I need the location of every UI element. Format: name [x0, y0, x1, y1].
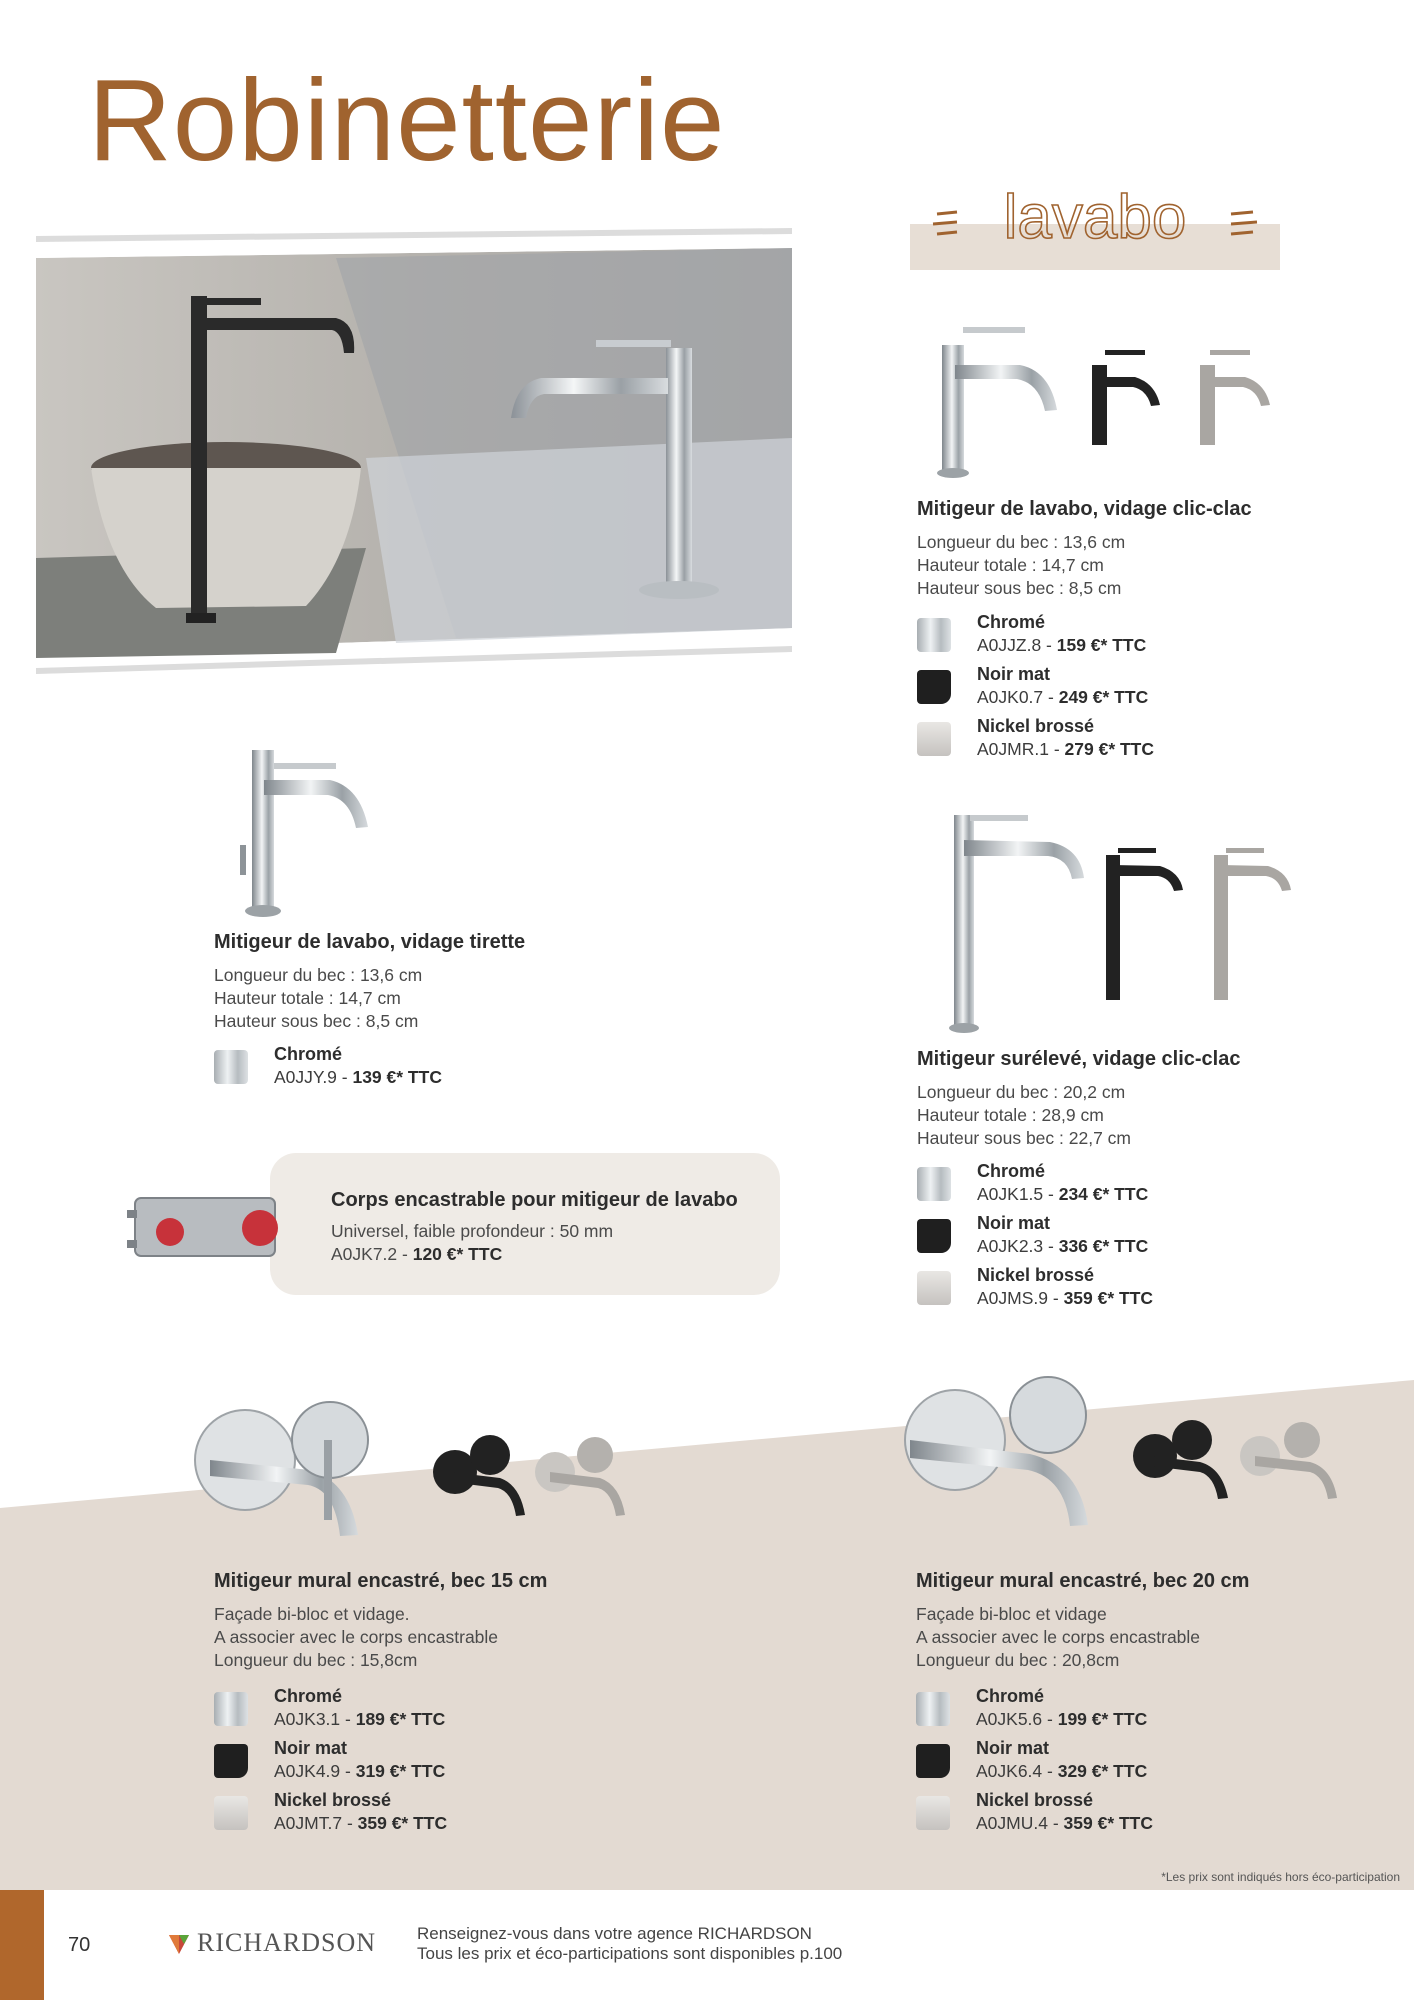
product-specs-mural-20	[916, 1603, 1200, 1672]
finish-ref: A0JJZ.8 -	[977, 635, 1057, 655]
finish-name: Chromé	[274, 1686, 343, 1706]
finish-price: 249 €* TTC	[1058, 687, 1149, 707]
finish-name: Noir mat	[274, 1738, 348, 1758]
black-swatch	[917, 670, 951, 704]
section-label-text: lavabo	[1003, 183, 1187, 252]
spec-line: Longueur du bec : 13,6 cm	[917, 532, 1126, 552]
price-note: *Les prix sont indiqués hors éco-participation	[1161, 1870, 1400, 1884]
finish-ref: A0JK7.2 -	[331, 1244, 413, 1264]
finish-ref: A0JMT.7 -	[274, 1813, 358, 1833]
product-spec-corps: Universel, faible profondeur : 50 mm	[331, 1221, 614, 1241]
finish-name: Chromé	[977, 612, 1046, 632]
black-swatch	[917, 1219, 951, 1253]
finish-ref: A0JK1.5 -	[977, 1184, 1059, 1204]
finish-price: 359 €* TTC	[357, 1813, 448, 1833]
finish-name: Noir mat	[977, 1213, 1051, 1233]
chrome-swatch	[916, 1692, 950, 1726]
nickel-swatch	[917, 1271, 951, 1305]
black-swatch	[214, 1744, 248, 1778]
finish-ref: A0JJY.9 -	[274, 1067, 353, 1087]
brand-name: RICHARDSON	[197, 1928, 377, 1957]
product-specs-tirette	[214, 964, 422, 1033]
nickel-swatch	[916, 1796, 950, 1830]
finish-name: Chromé	[274, 1044, 343, 1064]
spec-line: Hauteur sous bec : 8,5 cm	[214, 1011, 419, 1031]
footer-info	[417, 1924, 842, 1964]
finish-ref: A0JK3.1 -	[274, 1709, 356, 1729]
product-ref-corps	[331, 1243, 502, 1266]
faucet-tall-trio-image	[930, 800, 1310, 1040]
finish-price: 359 €* TTC	[1063, 1288, 1154, 1308]
finish-ref: A0JMS.9 -	[977, 1288, 1064, 1308]
chrome-swatch	[917, 618, 951, 652]
finish-name: Nickel brossé	[977, 1265, 1095, 1285]
finish-ref: A0JK0.7 -	[977, 687, 1059, 707]
section-label	[925, 180, 1265, 260]
spec-line: Hauteur sous bec : 22,7 cm	[917, 1128, 1131, 1148]
finish-ref: A0JK6.4 -	[976, 1761, 1058, 1781]
spec-line: Façade bi-bloc et vidage.	[214, 1604, 410, 1624]
page-number: 70	[68, 1934, 91, 1956]
finish-price: 359 €* TTC	[1063, 1813, 1154, 1833]
finish-ref: A0JK2.3 -	[977, 1236, 1059, 1256]
finish-name: Noir mat	[977, 664, 1051, 684]
finish-name: Nickel brossé	[976, 1790, 1094, 1810]
wall-mixer-15-image	[190, 1390, 650, 1540]
finish-ref: A0JK4.9 -	[274, 1761, 356, 1781]
spec-line: Hauteur sous bec : 8,5 cm	[917, 578, 1122, 598]
spec-line: Hauteur totale : 28,9 cm	[917, 1105, 1104, 1125]
finish-price: 189 €* TTC	[355, 1709, 446, 1729]
finish-ref: A0JMR.1 -	[977, 739, 1065, 759]
spec-line: Façade bi-bloc et vidage	[916, 1604, 1107, 1624]
faucet-trio-image	[925, 305, 1295, 485]
product-title-tirette: Mitigeur de lavabo, vidage tirette	[214, 931, 526, 953]
faucet-tirette-image	[230, 735, 390, 925]
finish-price: 336 €* TTC	[1058, 1236, 1149, 1256]
concealed-body-image	[125, 1190, 285, 1270]
product-title-mural-15: Mitigeur mural encastré, bec 15 cm	[214, 1570, 548, 1592]
product-specs-mural-15	[214, 1603, 498, 1672]
spec-line: Longueur du bec : 20,8cm	[916, 1650, 1120, 1670]
product-title-mural-20: Mitigeur mural encastré, bec 20 cm	[916, 1570, 1250, 1592]
finish-name: Nickel brossé	[274, 1790, 392, 1810]
hero-image	[36, 228, 792, 690]
finish-name: Noir mat	[976, 1738, 1050, 1758]
spec-line: Longueur du bec : 15,8cm	[214, 1650, 418, 1670]
product-title-corps: Corps encastrable pour mitigeur de lavabo	[331, 1189, 738, 1211]
spec-line: Longueur du bec : 20,2 cm	[917, 1082, 1126, 1102]
finish-ref: A0JMU.4 -	[976, 1813, 1064, 1833]
finish-price: 329 €* TTC	[1057, 1761, 1148, 1781]
page-title: Robinetterie	[88, 55, 726, 185]
nickel-swatch	[917, 722, 951, 756]
product-title-sureleve: Mitigeur surélevé, vidage clic-clac	[917, 1048, 1241, 1070]
chrome-swatch	[214, 1050, 248, 1084]
finish-name: Chromé	[976, 1686, 1045, 1706]
footer-line: Renseignez-vous dans votre agence RICHARDSON	[417, 1924, 812, 1943]
finish-price: 319 €* TTC	[355, 1761, 446, 1781]
brand-logo-icon	[166, 1930, 192, 1956]
spec-line: A associer avec le corps encastrable	[214, 1627, 499, 1647]
nickel-swatch	[214, 1796, 248, 1830]
finish-ref: A0JK5.6 -	[976, 1709, 1058, 1729]
footer-accent-bar	[0, 1890, 44, 2000]
finish-name: Nickel brossé	[977, 716, 1095, 736]
wall-mixer-20-image	[900, 1370, 1360, 1530]
finish-price: 199 €* TTC	[1057, 1709, 1148, 1729]
spec-line: Hauteur totale : 14,7 cm	[214, 988, 401, 1008]
finish-name: Chromé	[977, 1161, 1046, 1181]
spec-line: Hauteur totale : 14,7 cm	[917, 555, 1104, 575]
product-specs-sureleve	[917, 1081, 1131, 1150]
finish-price: 234 €* TTC	[1058, 1184, 1149, 1204]
spec-line: A associer avec le corps encastrable	[916, 1627, 1201, 1647]
finish-price: 159 €* TTC	[1056, 635, 1147, 655]
product-specs-clic-clac	[917, 531, 1125, 600]
spec-line: Longueur du bec : 13,6 cm	[214, 965, 423, 985]
footer-line: Tous les prix et éco-participations sont disponibles p.100	[417, 1944, 843, 1963]
chrome-swatch	[214, 1692, 248, 1726]
finish-price: 139 €* TTC	[352, 1067, 442, 1087]
finish-price: 120 €* TTC	[412, 1244, 503, 1264]
black-swatch	[916, 1744, 950, 1778]
product-title-clic-clac: Mitigeur de lavabo, vidage clic-clac	[917, 498, 1252, 520]
chrome-swatch	[917, 1167, 951, 1201]
finish-price: 279 €* TTC	[1064, 739, 1155, 759]
